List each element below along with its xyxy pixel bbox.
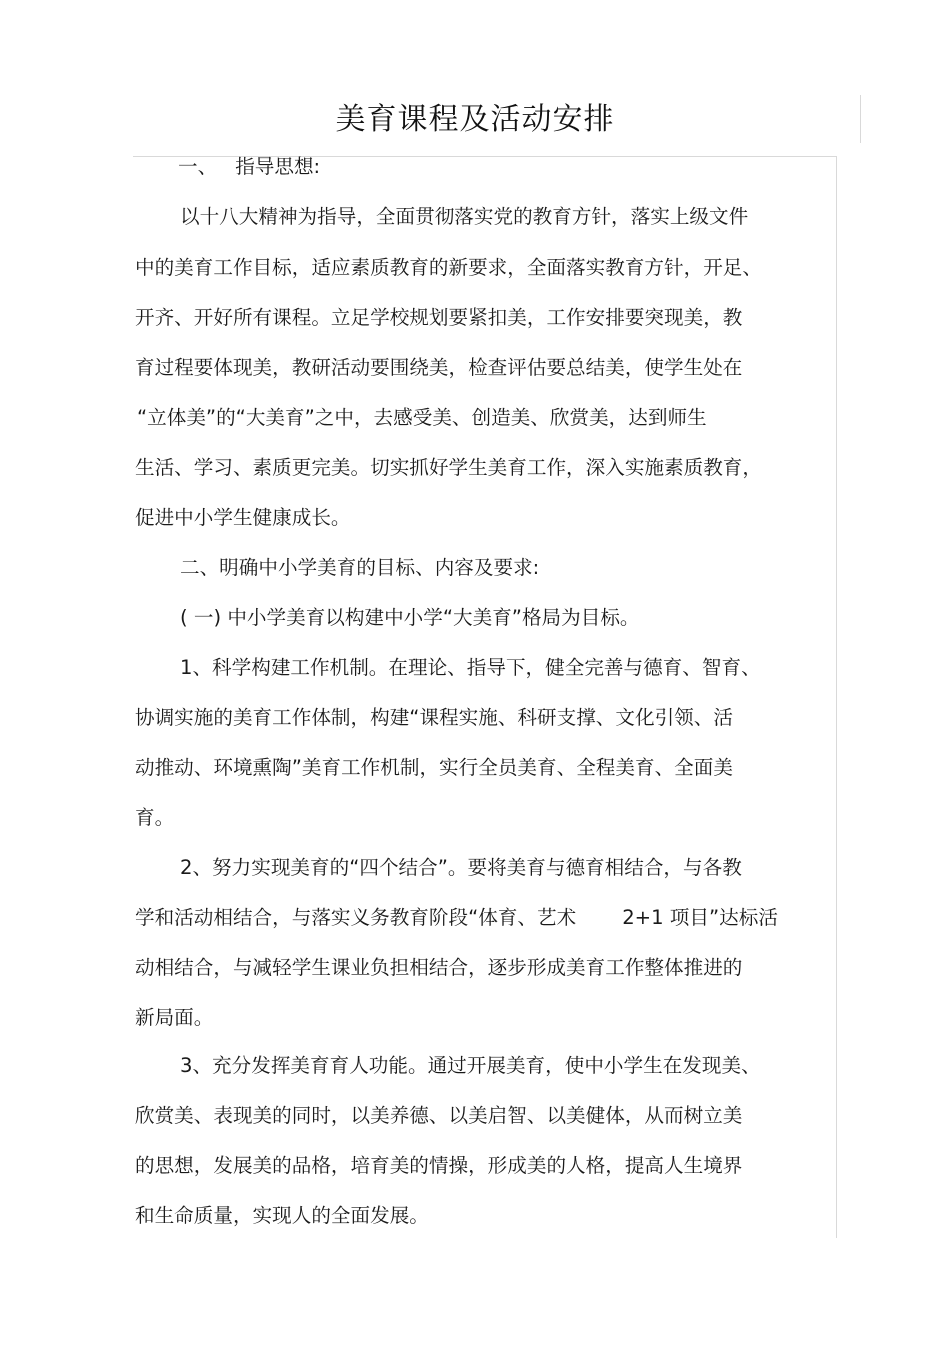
section1-heading-text: 指导思想: [235,155,321,178]
paragraph-line: 以十八大精神为指导，全面贯彻落实党的教育方针，落实上级文件 [180,205,749,228]
item1-line: 1、科学构建工作机制。在理论、指导下，健全完善与德育、智育、 [180,656,761,679]
item3-line: 和生命质量，实现人的全面发展。 [135,1204,429,1227]
item2-line: 2、努力实现美育的“四个结合”。要将美育与德育相结合，与各教 [180,856,742,879]
paragraph-line: 促进中小学生健康成长。 [135,506,351,529]
paragraph-line: 育过程要体现美，教研活动要围绕美，检查评估要总结美，使学生处在 [135,356,743,379]
paragraph-line: 生活、学习、素质更完美。切实抓好学生美育工作，深入实施素质教育， [135,456,762,479]
section1-heading [178,153,320,181]
item3-line: 的思想，发展美的品格，培育美的情操，形成美的人格，提高人生境界 [135,1154,743,1177]
section2-heading: 二、明确中小学美育的目标、内容及要求: [180,556,540,579]
subsection-heading: ( 一) 中小学美育以构建中小学“大美育”格局为目标。 [180,606,640,629]
paragraph-line: 开齐、开好所有课程。立足学校规划要紧扣美，工作安排要突现美，教 [135,306,743,329]
item1-line: 动推动、环境熏陶”美育工作机制，实行全员美育、全程美育、全面美 [135,756,733,779]
item3-line: 欣赏美、表现美的同时，以美养德、以美启智、以美健体，从而树立美 [135,1104,743,1127]
paragraph-line: 中的美育工作目标，适应素质教育的新要求，全面落实教育方针，开足、 [135,256,762,279]
item3-line: 3、充分发挥美育育人功能。通过开展美育，使中小学生在发现美、 [180,1054,761,1077]
item2-line: 新局面。 [135,1006,214,1029]
item2-line: 动相结合，与减轻学生课业负担相结合，逐步形成美育工作整体推进的 [135,956,743,979]
item2-line-part: 2+1 项目”达标活 [622,906,778,929]
document-title: 美育课程及活动安排 [335,102,615,137]
item2-line-part: 学和活动相结合，与落实义务教育阶段“体育、艺术 [135,906,577,929]
item1-line: 育。 [135,806,175,829]
item2-line [135,904,778,932]
content-frame-right [836,156,837,1238]
section1-heading-number: 一、 [178,155,218,178]
item1-line: 协调实施的美育工作体制，构建“课程实施、科研支撑、文化引领、活 [135,706,733,729]
paragraph-line: “立体美”的“大美育”之中，去感受美、创造美、欣赏美，达到师生 [137,406,707,429]
